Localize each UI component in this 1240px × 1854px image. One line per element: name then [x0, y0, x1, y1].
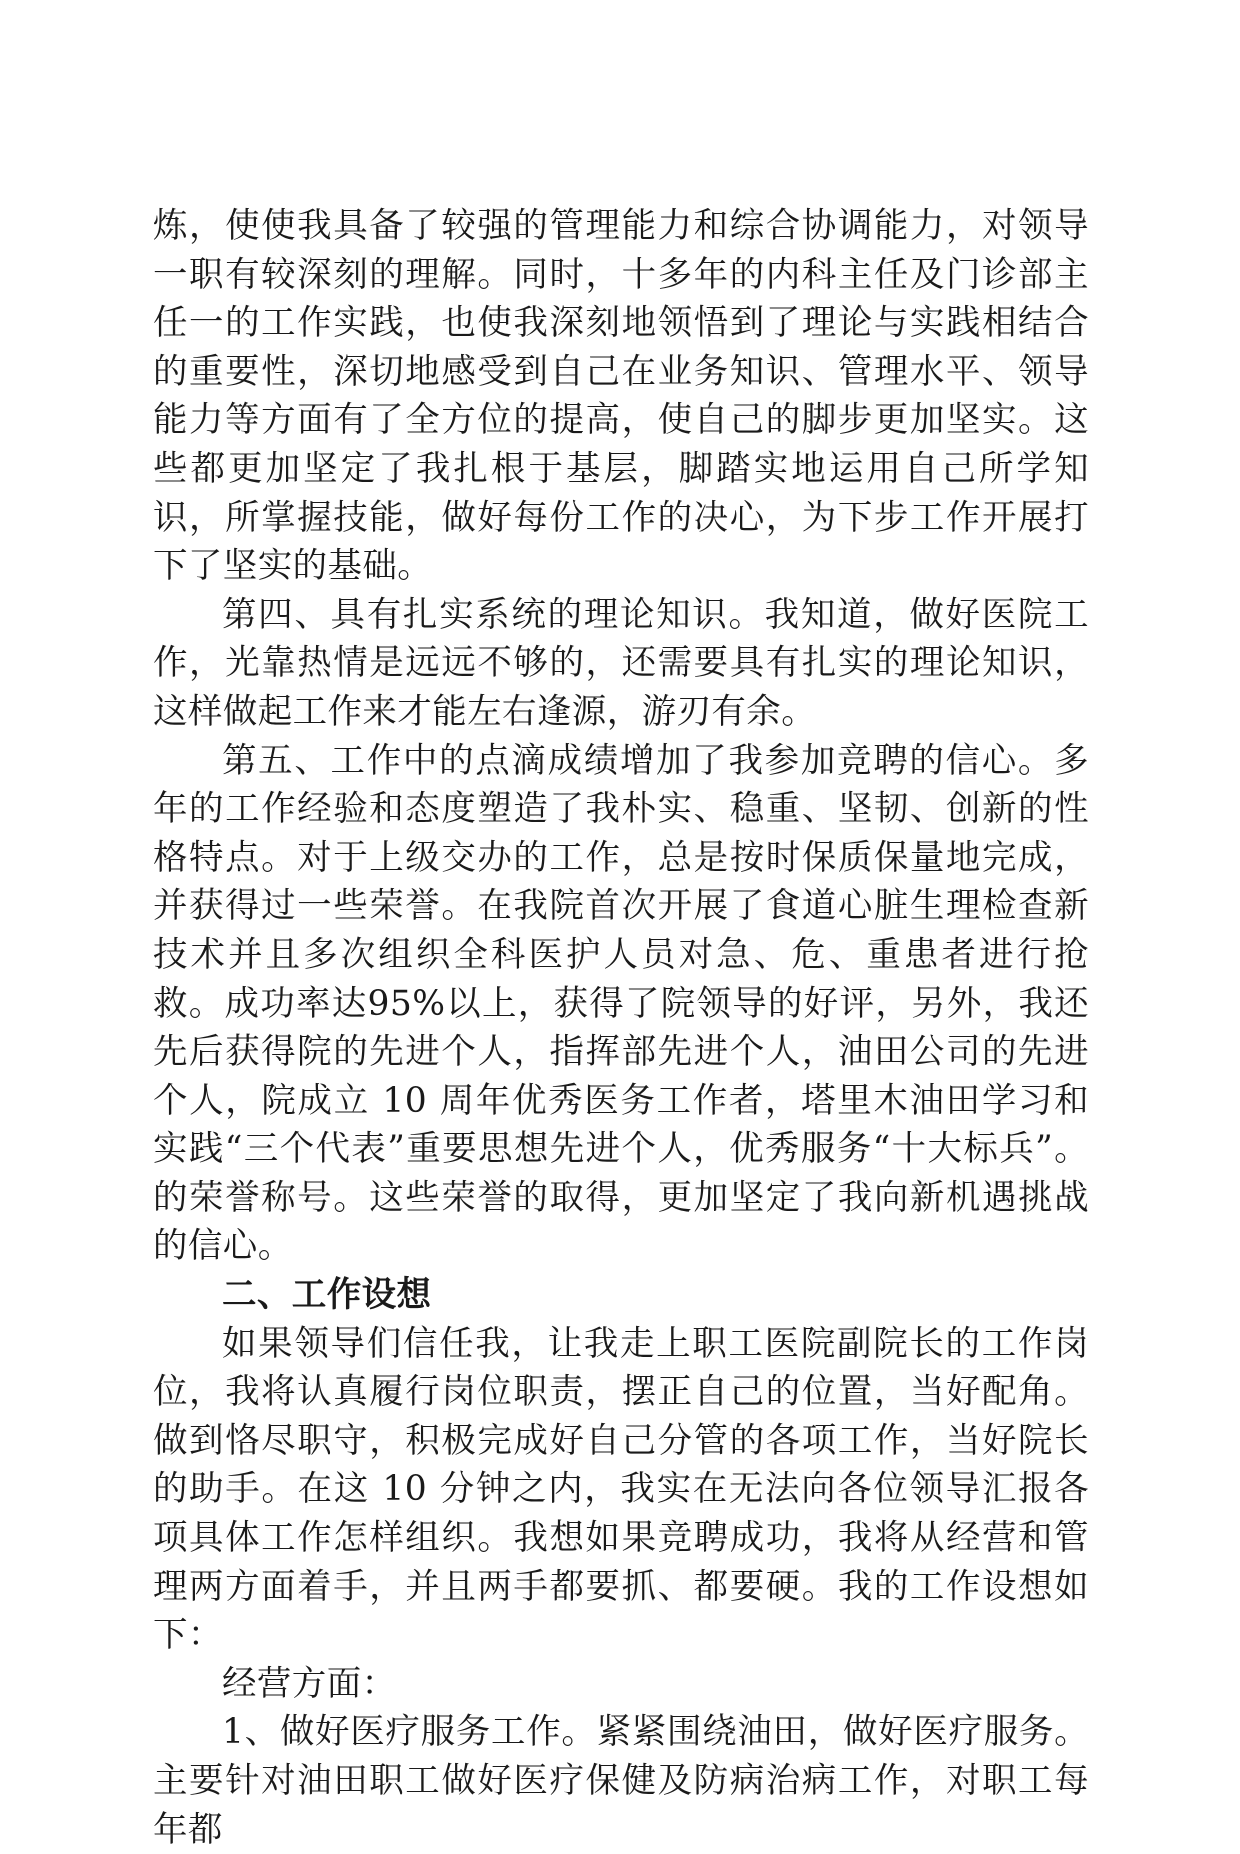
paragraph-point-four: 第四、具有扎实系统的理论知识。我知道，做好医院工作，光靠热情是远远不够的，还需要具有扎实的理论知识，这样做起工作来才能左右逢源，游刃有余。 [153, 594, 1089, 732]
paragraph-item-one: 1、做好医疗服务工作。紧紧围绕油田，做好医疗服务。主要针对油田职工做好医疗保健及防病治病工作，对职工每年都 [153, 1712, 1089, 1850]
paragraph-continuation: 炼，使使我具备了较强的管理能力和综合协调能力，对领导一职有较深刻的理解。同时，十多年的内科主任及门诊部主任一的工作实践，也使我深刻地领悟到了理论与实践相结合的重要性，深切地感受到自己在业务知识、管理水平、领导能力等方面有了全方位的提高，使自己的脚步更加坚实。这些都更加坚定了我扎根于基层，脚踏实地运用自己所学知识，所掌握技能，做好每份工作的决心，为下步工作开展打下了坚实的基础。 [153, 206, 1089, 587]
section-heading-work-plan: 二、工作设想 [222, 1275, 432, 1316]
paragraph-work-plan-intro: 如果领导们信任我，让我走上职工医院副院长的工作岗位，我将认真履行岗位职责，摆正自己的位置，当好配角。做到恪尽职守，积极完成好自己分管的各项工作，当好院长的助手。在这 10 分钟之内，我实在无法向各位领导汇报各项具体工作怎样组织。我想如果竞聘成功，我将从经营和管理两方面着手，并且两手都要抓、都要硬。我的工作设想如下： [153, 1323, 1089, 1656]
paragraph-operations-label: 经营方面： [222, 1663, 397, 1704]
document-body [153, 202, 1089, 1854]
paragraph-point-five: 第五、工作中的点滴成绩增加了我参加竞聘的信心。多年的工作经验和态度塑造了我朴实、稳重、坚韧、创新的性格特点。对于上级交办的工作，总是按时保质保量地完成，并获得过一些荣誉。在我院首次开展了食道心脏生理检查新技术并且多次组织全科医护人员对急、危、重患者进行抢救。成功率达95%以上，获得了院领导的好评，另外，我还先后获得院的先进个人，指挥部先进个人，油田公司的先进个人，院成立 10 周年优秀医务工作者，塔里木油田学习和实践“三个代表”重要思想先进个人，优秀服务“十大标兵”。的荣誉称号。这些荣誉的取得，更加坚定了我向新机遇挑战的信心。 [153, 740, 1089, 1267]
